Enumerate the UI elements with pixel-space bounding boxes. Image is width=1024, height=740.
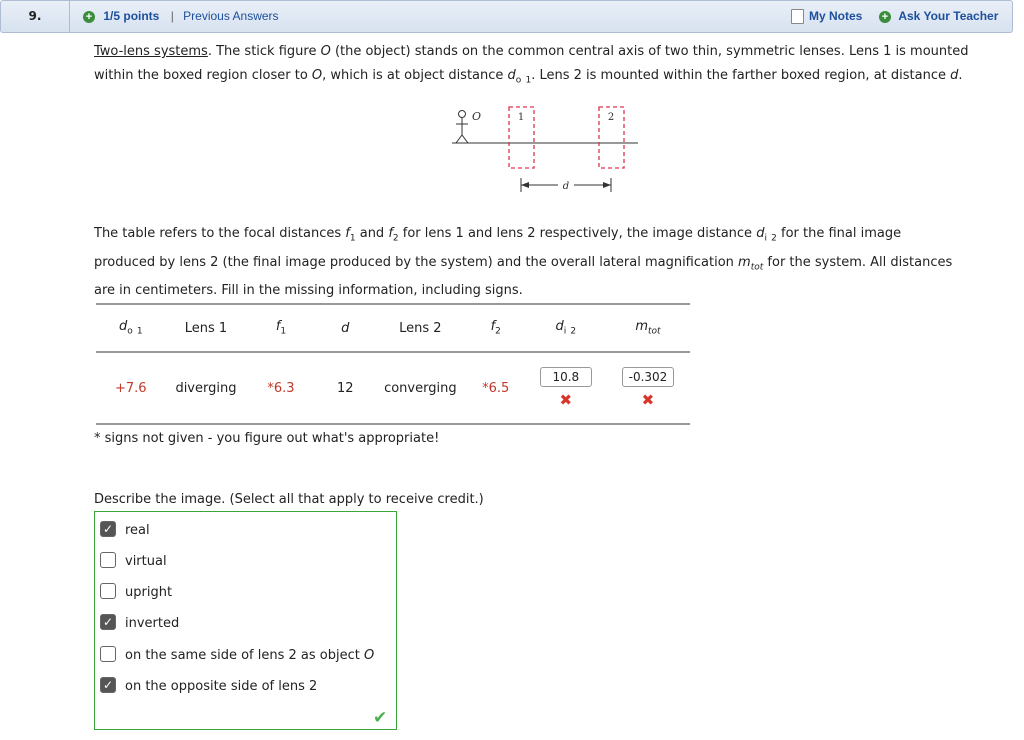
data-table bbox=[96, 303, 690, 425]
desc-text: and bbox=[355, 226, 389, 241]
options-panel bbox=[94, 511, 397, 730]
table-header-row bbox=[96, 304, 690, 352]
option-upright[interactable] bbox=[100, 583, 172, 603]
checkbox-checked[interactable]: ✓ bbox=[100, 614, 116, 630]
d-symbol: d bbox=[507, 68, 516, 83]
option-label: virtual bbox=[125, 554, 167, 569]
sub-2: 2 bbox=[771, 233, 777, 244]
checkbox-checked[interactable]: ✓ bbox=[100, 521, 116, 537]
header-di2: $d_i$ $_2$ bbox=[526, 304, 606, 352]
di2-input[interactable]: 10.8 bbox=[540, 367, 592, 387]
header-f1: $f_1$ bbox=[246, 304, 315, 352]
previous-answers-link[interactable]: Previous Answers bbox=[183, 9, 279, 23]
points-area bbox=[83, 1, 279, 32]
intro-text: . The stick figure bbox=[207, 44, 321, 59]
wrong-icon: ✖ bbox=[641, 391, 655, 409]
problem-intro bbox=[94, 40, 989, 93]
option-label: on the same side of lens 2 as object bbox=[125, 648, 364, 663]
sub-tot: tot bbox=[750, 262, 764, 273]
lens-diagram bbox=[440, 102, 650, 194]
option-opposite-side[interactable] bbox=[100, 677, 317, 697]
plus-icon: + bbox=[879, 11, 891, 23]
value-lens2: converging bbox=[375, 352, 466, 424]
object-symbol: O bbox=[320, 44, 331, 59]
desc-text: The table refers to the focal distances bbox=[94, 226, 346, 241]
option-label: on the opposite side of lens 2 bbox=[125, 679, 318, 694]
object-symbol: O bbox=[363, 648, 375, 663]
problem-title: Two-lens systems bbox=[94, 44, 208, 59]
intro-text: , which is at object distance bbox=[322, 68, 508, 83]
value-lens1: diverging bbox=[166, 352, 247, 424]
value-f1: *6.3 bbox=[246, 352, 315, 424]
header-lens1: Lens 1 bbox=[166, 304, 247, 352]
sub-2: 2 bbox=[392, 233, 399, 244]
signs-note: * signs not given - you figure out what's appropriate! bbox=[94, 431, 440, 446]
option-real[interactable] bbox=[100, 521, 150, 541]
desc-text: for the system. All distances are in centimeters. Fill in the missing information, including signs. bbox=[94, 254, 953, 299]
header-f2: $f_2$ bbox=[466, 304, 526, 352]
option-same-side[interactable] bbox=[100, 646, 374, 666]
checkbox-unchecked[interactable] bbox=[100, 646, 116, 662]
object-symbol: O bbox=[311, 68, 323, 83]
m-symbol: m bbox=[738, 254, 751, 270]
value-d: 12 bbox=[316, 352, 375, 424]
ask-teacher-label: Ask Your Teacher bbox=[898, 9, 999, 23]
f-symbol: f bbox=[388, 226, 393, 241]
separator: | bbox=[170, 9, 174, 23]
option-inverted[interactable] bbox=[100, 614, 179, 634]
my-notes-label: My Notes bbox=[809, 9, 863, 23]
intro-text: . Lens 2 is mounted within the farther boxed region, at distance bbox=[531, 68, 951, 83]
my-notes-button[interactable] bbox=[791, 1, 862, 32]
header-do1: $d_o$ $_1$ bbox=[96, 304, 166, 352]
cell-mtot bbox=[606, 352, 690, 424]
header-lens2: Lens 2 bbox=[375, 304, 466, 352]
d-symbol: d bbox=[756, 226, 765, 241]
notes-icon bbox=[791, 9, 804, 24]
option-virtual[interactable] bbox=[100, 552, 167, 572]
d-symbol: d bbox=[950, 68, 959, 83]
sub-1: 1 bbox=[349, 233, 356, 244]
lens1-label: 1 bbox=[517, 112, 525, 123]
question-header bbox=[0, 0, 1013, 33]
intro-text: (the object) stands on the common central axis of two thin, symmetric lenses. Lens 1 is mounted within the boxed region closer to bbox=[94, 44, 969, 83]
option-label: inverted bbox=[125, 616, 180, 631]
option-label: real bbox=[125, 523, 150, 538]
sub-o: o bbox=[515, 75, 522, 86]
header-d: d bbox=[316, 304, 375, 352]
describe-prompt: Describe the image. (Select all that apply to receive credit.) bbox=[94, 492, 484, 507]
f-symbol: f bbox=[345, 226, 350, 241]
checkbox-unchecked[interactable] bbox=[100, 583, 116, 599]
intro-text: . bbox=[958, 68, 963, 83]
table-row bbox=[96, 352, 690, 424]
stick-figure-icon bbox=[456, 111, 468, 144]
value-f2: *6.5 bbox=[466, 352, 526, 424]
wrong-icon: ✖ bbox=[559, 391, 573, 409]
correct-check-icon: ✔ bbox=[373, 708, 388, 728]
desc-text: for lens 1 and lens 2 respectively, the image distance bbox=[398, 226, 757, 241]
lens2-label: 2 bbox=[607, 112, 615, 123]
plus-icon: + bbox=[83, 11, 95, 23]
table-description bbox=[94, 222, 964, 303]
cell-di2 bbox=[526, 352, 606, 424]
sub-i: i bbox=[764, 233, 767, 244]
sub-1: 1 bbox=[525, 75, 532, 86]
distance-label: d bbox=[562, 181, 570, 192]
desc-text: for the final image produced by lens 2 (the final image produced by the system) and the overall lateral magnification bbox=[94, 226, 902, 270]
points-link[interactable]: 1/5 points bbox=[103, 9, 160, 23]
mtot-input[interactable]: -0.302 bbox=[622, 367, 675, 387]
checkbox-unchecked[interactable] bbox=[100, 552, 116, 568]
ask-teacher-button[interactable] bbox=[879, 1, 998, 32]
option-label: upright bbox=[125, 585, 173, 600]
object-label: O bbox=[472, 110, 482, 123]
header-mtot: $m_{tot}$ bbox=[606, 304, 690, 352]
checkbox-checked[interactable]: ✓ bbox=[100, 677, 116, 693]
value-do1: +7.6 bbox=[96, 352, 166, 424]
question-number: 9. bbox=[1, 1, 70, 32]
